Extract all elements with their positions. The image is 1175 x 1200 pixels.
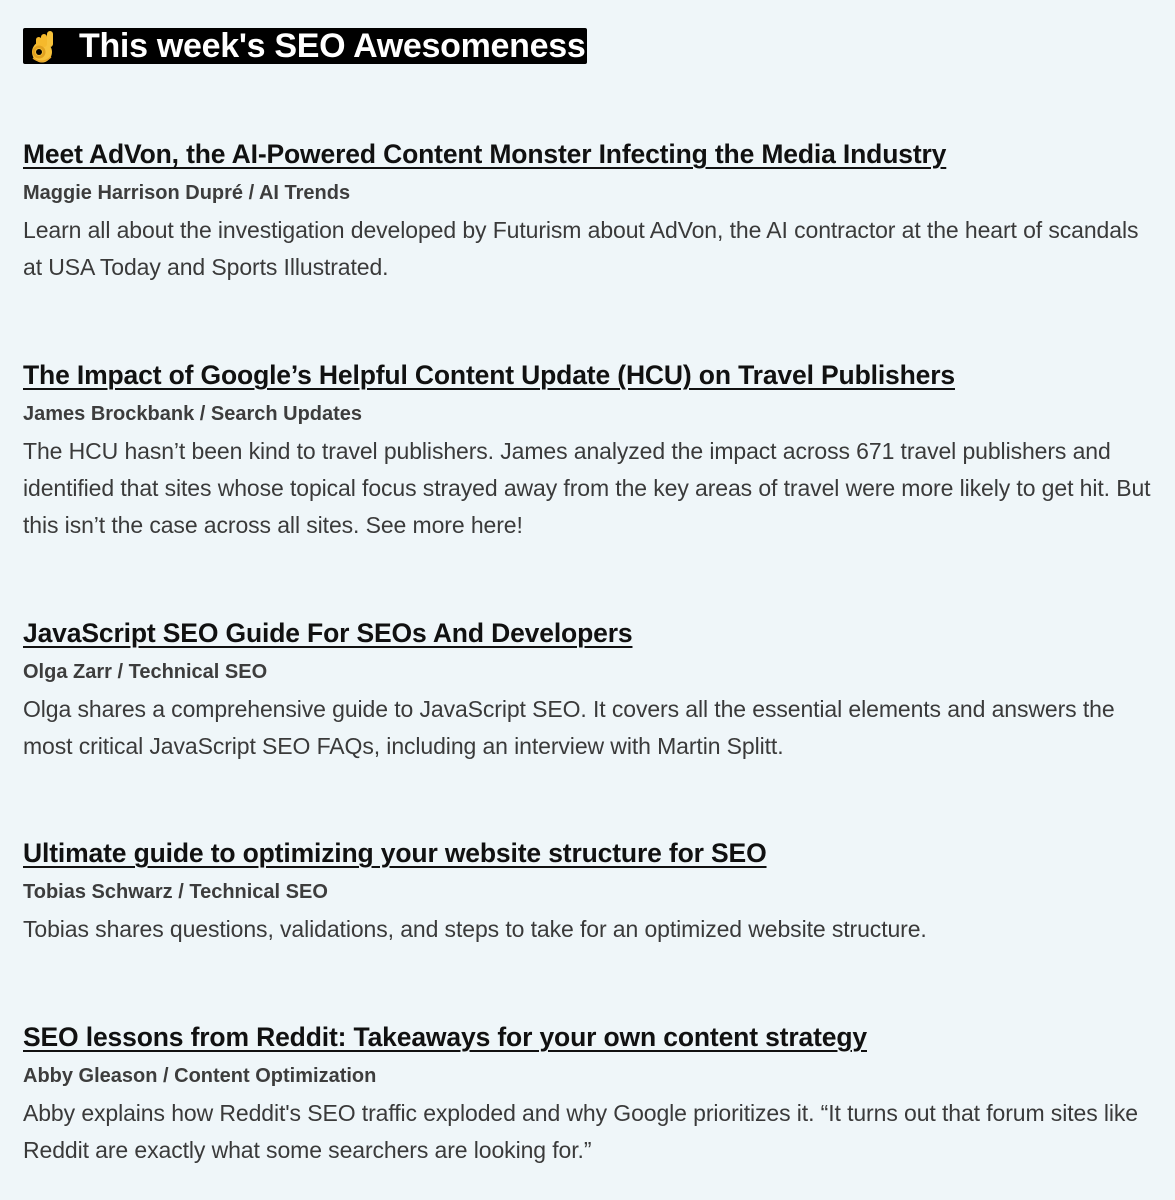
article-byline: Tobias Schwarz / Technical SEO	[23, 881, 328, 903]
article-description: The HCU hasn’t been kind to travel publishers. James analyzed the impact across 671 travel publishers and identified that sites whose topical focus strayed away from the key areas of travel were more likely to get hit. But this isn’t the case across all sites. See more here!	[23, 438, 1151, 538]
article-title-link[interactable]: Meet AdVon, the AI-Powered Content Monster Infecting the Media Industry	[23, 139, 947, 169]
section-title: This week's SEO Awesomeness	[79, 27, 586, 65]
article-item	[23, 1021, 1158, 1169]
article-title-link[interactable]: The Impact of Google’s Helpful Content Update (HCU) on Travel Publishers	[23, 360, 955, 390]
section-header	[23, 28, 587, 64]
ok-hand-icon	[27, 28, 61, 64]
article-description: Tobias shares questions, validations, and steps to take for an optimized website structure.	[23, 916, 927, 942]
article-byline: James Brockbank / Search Updates	[23, 403, 363, 425]
article-description: Olga shares a comprehensive guide to JavaScript SEO. It covers all the essential elements and answers the most critical JavaScript SEO FAQs, including an interview with Martin Splitt.	[23, 696, 1115, 759]
article-title-link[interactable]: SEO lessons from Reddit: Takeaways for your own content strategy	[23, 1022, 867, 1052]
article-item	[23, 138, 1158, 286]
article-byline: Olga Zarr / Technical SEO	[23, 661, 268, 683]
article-description: Learn all about the investigation developed by Futurism about AdVon, the AI contractor at the heart of scandals at USA Today and Sports Illustrated.	[23, 217, 1139, 280]
article-item	[23, 837, 1158, 948]
article-item	[23, 617, 1158, 765]
article-title-link[interactable]: JavaScript SEO Guide For SEOs And Developers	[23, 618, 633, 648]
article-item	[23, 359, 1158, 544]
article-byline: Maggie Harrison Dupré / AI Trends	[23, 182, 351, 204]
article-byline: Abby Gleason / Content Optimization	[23, 1065, 377, 1087]
article-title-link[interactable]: Ultimate guide to optimizing your website structure for SEO	[23, 838, 767, 868]
article-description: Abby explains how Reddit's SEO traffic exploded and why Google prioritizes it. “It turns out that forum sites like Reddit are exactly what some searchers are looking for.”	[23, 1100, 1138, 1163]
